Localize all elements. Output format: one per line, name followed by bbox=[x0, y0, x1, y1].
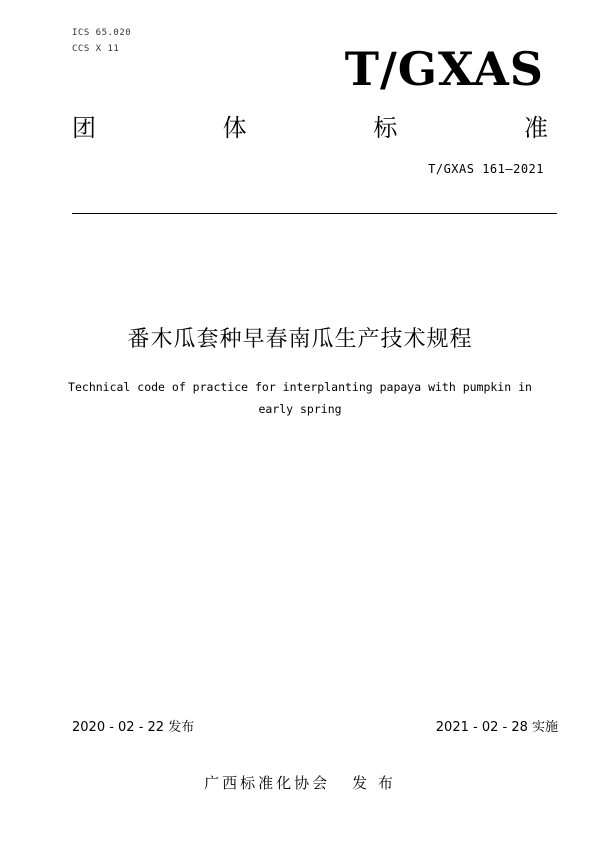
issuer-organization: 广西标准化协会 bbox=[204, 774, 331, 792]
ccs-code: CCS X 11 bbox=[72, 44, 120, 54]
implementation-date: 2021 - 02 - 28 实施 bbox=[435, 720, 558, 735]
issue-date: 2020 - 02 - 22 发布 bbox=[72, 720, 195, 735]
header-divider bbox=[72, 213, 557, 214]
standard-type-char: 准 bbox=[523, 114, 548, 142]
ics-code: ICS 65.020 bbox=[72, 28, 132, 38]
standard-brand-logo: T/GXAS bbox=[344, 42, 544, 96]
standard-type-char: 团 bbox=[72, 114, 96, 142]
title-chinese: 番木瓜套种早春南瓜生产技术规程 bbox=[127, 327, 473, 352]
issuer-action: 发 布 bbox=[352, 774, 396, 792]
standard-type-char: 标 bbox=[373, 114, 398, 142]
title-english: Technical code of practice for interplanting papaya with pumpkin in early spring bbox=[68, 380, 532, 416]
document-number: T/GXAS 161—2021 bbox=[428, 162, 544, 176]
standard-type-heading bbox=[72, 116, 548, 140]
standard-type-char: 体 bbox=[222, 114, 247, 142]
issuer-line bbox=[0, 772, 600, 793]
